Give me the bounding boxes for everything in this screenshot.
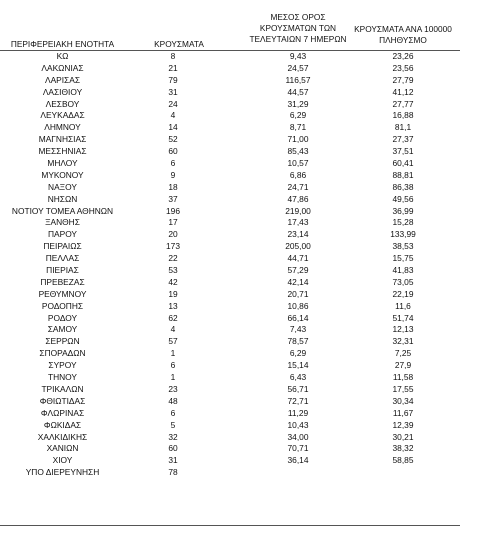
header-per100k-line-1: ΚΡΟΥΣΜΑΤΑ ΑΝΑ 100000: [354, 24, 452, 34]
cell-cases: 6: [170, 158, 176, 169]
cell-seven-day-average: 24,57: [287, 62, 309, 73]
table-row: [0, 384, 470, 396]
cell-region: ΣΑΜΟΥ: [47, 324, 78, 335]
cell-cases: 42: [168, 276, 178, 287]
table-row: [0, 277, 470, 289]
cell-region: ΣΠΟΡΑΔΩΝ: [39, 348, 86, 359]
cell-seven-day-average: 72,71: [287, 395, 309, 406]
cell-cases-per-100k: 15,28: [392, 217, 414, 228]
cell-seven-day-average: 85,43: [287, 146, 309, 157]
cell-cases: 4: [170, 324, 176, 335]
table-row: [0, 336, 470, 348]
cell-seven-day-average: 44,71: [287, 253, 309, 264]
cell-region: ΧΑΛΚΙΔΙΚΗΣ: [37, 431, 88, 442]
cell-seven-day-average: 116,57: [285, 74, 311, 85]
table-row: [0, 253, 470, 265]
cell-cases: 52: [168, 134, 178, 145]
cell-cases-per-100k: 37,51: [392, 146, 414, 157]
cell-seven-day-average: 17,43: [287, 217, 309, 228]
cell-region: ΦΩΚΙΔΑΣ: [43, 419, 82, 430]
table-row: [0, 408, 470, 420]
cell-seven-day-average: 42,14: [287, 276, 309, 287]
cell-cases: 20: [168, 229, 178, 240]
table-row: [0, 182, 470, 194]
cell-cases-per-100k: 12,39: [392, 419, 414, 430]
cell-cases: 1: [170, 372, 176, 383]
table-row: [0, 467, 470, 479]
cell-cases-per-100k: 11,6: [395, 300, 411, 311]
cell-region: ΠΙΕΡΙΑΣ: [46, 265, 79, 276]
cell-cases-per-100k: 41,83: [392, 265, 414, 276]
cell-cases: 5: [170, 419, 176, 430]
cell-seven-day-average: 34,00: [287, 431, 309, 442]
cell-seven-day-average: 7,43: [289, 324, 307, 335]
cell-region: ΝΗΣΩΝ: [47, 193, 78, 204]
cell-cases-per-100k: 133,99: [390, 229, 416, 240]
cell-cases-per-100k: 12,13: [392, 324, 414, 335]
cell-region: ΠΑΡΟΥ: [47, 229, 78, 240]
cell-cases: 1: [170, 348, 176, 359]
cell-region: ΤΗΝΟΥ: [47, 372, 78, 383]
cell-cases-per-100k: 7,25: [394, 348, 412, 359]
cell-cases-per-100k: 60,41: [392, 158, 414, 169]
cell-cases: 6: [170, 360, 176, 371]
cell-region: ΣΥΡΟΥ: [48, 360, 77, 371]
table-row: [0, 170, 470, 182]
header-per100k-line-2: ΠΛΗΘΥΣΜΟ: [379, 35, 427, 45]
cell-cases-per-100k: 38,53: [392, 241, 414, 252]
cell-cases-per-100k: 27,77: [392, 98, 414, 109]
cell-seven-day-average: 44,57: [287, 86, 309, 97]
cell-seven-day-average: 8,71: [289, 122, 307, 133]
cell-region: ΜΑΓΝΗΣΙΑΣ: [38, 134, 87, 145]
cell-cases: 60: [168, 146, 178, 157]
cell-cases: 31: [168, 86, 178, 97]
cell-seven-day-average: 15,14: [287, 360, 309, 371]
cell-cases-per-100k: 30,34: [392, 395, 414, 406]
cell-seven-day-average: 10,57: [287, 158, 309, 169]
cell-region: ΞΑΝΘΗΣ: [45, 217, 80, 228]
cell-seven-day-average: 219,00: [285, 205, 311, 216]
cell-region: ΡΟΔΟΠΗΣ: [41, 300, 84, 311]
cell-cases: 57: [168, 336, 178, 347]
table-row: [0, 134, 470, 146]
table-row: [0, 324, 470, 336]
cell-cases: 23: [168, 383, 178, 394]
cell-cases: 13: [168, 300, 178, 311]
cell-cases: 18: [168, 181, 178, 192]
cell-cases: 24: [168, 98, 178, 109]
table-row: [0, 443, 470, 455]
cell-cases: 53: [168, 265, 178, 276]
cell-seven-day-average: 205,00: [285, 241, 311, 252]
cell-seven-day-average: 23,14: [287, 229, 309, 240]
cell-region: ΛΕΥΚΑΔΑΣ: [40, 110, 85, 121]
cell-cases: 31: [168, 455, 178, 466]
cell-cases-per-100k: 27,9: [394, 360, 412, 371]
cell-seven-day-average: 70,71: [287, 443, 309, 454]
table-row: [0, 99, 470, 111]
table-row: [0, 51, 470, 63]
table-row: [0, 194, 470, 206]
cell-seven-day-average: 31,29: [287, 98, 309, 109]
cell-region: ΧΑΝΙΩΝ: [46, 443, 79, 454]
cell-region: ΦΛΩΡΙΝΑΣ: [40, 407, 85, 418]
cell-cases-per-100k: 30,21: [392, 431, 414, 442]
cell-cases: 9: [170, 169, 176, 180]
cell-region: ΦΘΙΩΤΙΔΑΣ: [39, 395, 86, 406]
table-row: [0, 158, 470, 170]
cell-cases-per-100k: 49,56: [392, 193, 414, 204]
table-row: [0, 313, 470, 325]
cell-cases-per-100k: 15,75: [392, 253, 414, 264]
cell-region: ΜΕΣΣΗΝΙΑΣ: [38, 146, 87, 157]
cell-cases: 4: [170, 110, 176, 121]
cell-seven-day-average: 78,57: [287, 336, 309, 347]
cell-seven-day-average: 20,71: [287, 288, 309, 299]
cell-cases-per-100k: 36,99: [392, 205, 414, 216]
cell-cases-per-100k: 32,31: [392, 336, 414, 347]
table-row: [0, 206, 470, 218]
cell-region: ΛΑΣΙΘΙΟΥ: [42, 86, 83, 97]
cell-cases: 79: [168, 74, 178, 85]
table-row: [0, 75, 470, 87]
cell-cases-per-100k: 23,26: [392, 51, 414, 61]
cell-cases-per-100k: 11,67: [392, 407, 414, 418]
cell-cases: 6: [170, 407, 176, 418]
table-row: [0, 146, 470, 158]
cell-seven-day-average: 36,14: [287, 455, 309, 466]
cell-cases-per-100k: 51,74: [392, 312, 414, 323]
cell-cases-per-100k: 27,37: [392, 134, 414, 145]
cell-region: ΤΡΙΚΑΛΩΝ: [41, 383, 84, 394]
cell-cases: 173: [166, 241, 180, 252]
cell-cases-per-100k: 16,88: [392, 110, 414, 121]
cell-region: ΥΠΟ ΔΙΕΡΕΥΝΗΣΗ: [25, 467, 100, 478]
cell-region: ΠΕΛΛΑΣ: [45, 253, 80, 264]
cell-seven-day-average: 6,43: [289, 372, 307, 383]
cell-region: ΝΟΤΙΟΥ ΤΟΜΕΑ ΑΘΗΝΩΝ: [11, 205, 114, 216]
table-row: [0, 372, 470, 384]
cell-cases-per-100k: 22,19: [392, 288, 414, 299]
cell-cases-per-100k: 11,58: [392, 372, 414, 383]
table-row: [0, 265, 470, 277]
cell-cases: 62: [168, 312, 178, 323]
cell-cases-per-100k: 17,55: [392, 383, 414, 394]
table-row: [0, 455, 470, 467]
cell-cases: 60: [168, 443, 178, 454]
cell-region: ΡΕΘΥΜΝΟΥ: [38, 288, 87, 299]
cell-cases: 78: [168, 467, 178, 478]
cell-seven-day-average: 10,43: [287, 419, 309, 430]
cell-cases: 8: [170, 51, 176, 61]
cell-region: ΡΟΔΟΥ: [47, 312, 78, 323]
cell-seven-day-average: 11,29: [287, 407, 309, 418]
cell-seven-day-average: 9,43: [289, 51, 307, 61]
cell-cases: 17: [168, 217, 178, 228]
table-row: [0, 229, 470, 241]
header-avg-line-3: ΤΕΛΕΥΤΑΙΩΝ 7 ΗΜΕΡΩΝ: [249, 34, 347, 44]
cell-region: ΣΕΡΡΩΝ: [45, 336, 80, 347]
table-row: [0, 241, 470, 253]
cell-seven-day-average: 6,29: [289, 348, 307, 359]
cell-cases-per-100k: 73,05: [392, 276, 414, 287]
cell-cases-per-100k: 23,56: [392, 62, 414, 73]
cell-cases-per-100k: 38,32: [392, 443, 414, 454]
cell-cases-per-100k: 88,81: [392, 169, 414, 180]
cell-region: ΚΩ: [56, 51, 69, 61]
header-avg-line-1: ΜΕΣΟΣ ΟΡΟΣ: [270, 12, 326, 22]
table-row: [0, 348, 470, 360]
header-seven-day-average: [240, 12, 356, 45]
cell-region: ΛΑΡΙΣΑΣ: [44, 74, 81, 85]
table-row: [0, 87, 470, 99]
header-cases-per-100k: [345, 24, 461, 46]
table-row: [0, 360, 470, 372]
table-row: [0, 432, 470, 444]
header-avg-line-2: ΚΡΟΥΣΜΑΤΩΝ ΤΩΝ: [259, 23, 337, 33]
table-row: [0, 289, 470, 301]
cell-cases: 32: [168, 431, 178, 442]
cell-region: ΛΗΜΝΟΥ: [44, 122, 81, 133]
cell-seven-day-average: 57,29: [287, 265, 309, 276]
cell-seven-day-average: 71,00: [287, 134, 309, 145]
cell-region: ΠΕΙΡΑΙΩΣ: [43, 241, 82, 252]
cell-cases: 19: [168, 288, 178, 299]
cell-cases: 37: [168, 193, 178, 204]
cell-seven-day-average: 6,29: [289, 110, 307, 121]
table-row: [0, 110, 470, 122]
cell-cases: 48: [168, 395, 178, 406]
cell-region: ΧΙΟΥ: [52, 455, 73, 466]
table-body: [0, 51, 470, 479]
cell-region: ΜΥΚΟΝΟΥ: [41, 169, 84, 180]
cell-region: ΛΕΣΒΟΥ: [45, 98, 80, 109]
cell-cases: 196: [166, 205, 180, 216]
cell-seven-day-average: 6,86: [289, 169, 307, 180]
cell-cases-per-100k: 58,85: [392, 455, 414, 466]
cell-cases-per-100k: 41,12: [392, 86, 414, 97]
cell-region: ΜΗΛΟΥ: [47, 158, 78, 169]
table-row: [0, 396, 470, 408]
cell-region: ΠΡΕΒΕΖΑΣ: [40, 276, 85, 287]
table-row: [0, 301, 470, 313]
table-bottom-divider: [0, 525, 460, 526]
cell-cases-per-100k: 86,38: [392, 181, 414, 192]
table-row: [0, 122, 470, 134]
cell-cases: 22: [168, 253, 178, 264]
cell-cases: 21: [168, 62, 178, 73]
cell-region: ΝΑΞΟΥ: [48, 181, 77, 192]
header-region: ΠΕΡΙΦΕΡΕΙΑΚΗ ΕΝΟΤΗΤΑ: [10, 39, 115, 49]
table-row: [0, 63, 470, 75]
cell-cases: 14: [168, 122, 178, 133]
cell-seven-day-average: 24,71: [287, 181, 309, 192]
cell-cases-per-100k: 27,79: [392, 74, 414, 85]
cell-seven-day-average: 47,86: [287, 193, 309, 204]
cell-seven-day-average: 10,86: [287, 300, 309, 311]
cell-cases-per-100k: 81,1: [394, 122, 412, 133]
cell-seven-day-average: 66,14: [287, 312, 309, 323]
table-row: [0, 420, 470, 432]
cell-region: ΛΑΚΩΝΙΑΣ: [41, 62, 84, 73]
header-cases: ΚΡΟΥΣΜΑΤΑ: [154, 39, 204, 49]
cell-seven-day-average: 56,71: [287, 383, 309, 394]
table-row: [0, 217, 470, 229]
